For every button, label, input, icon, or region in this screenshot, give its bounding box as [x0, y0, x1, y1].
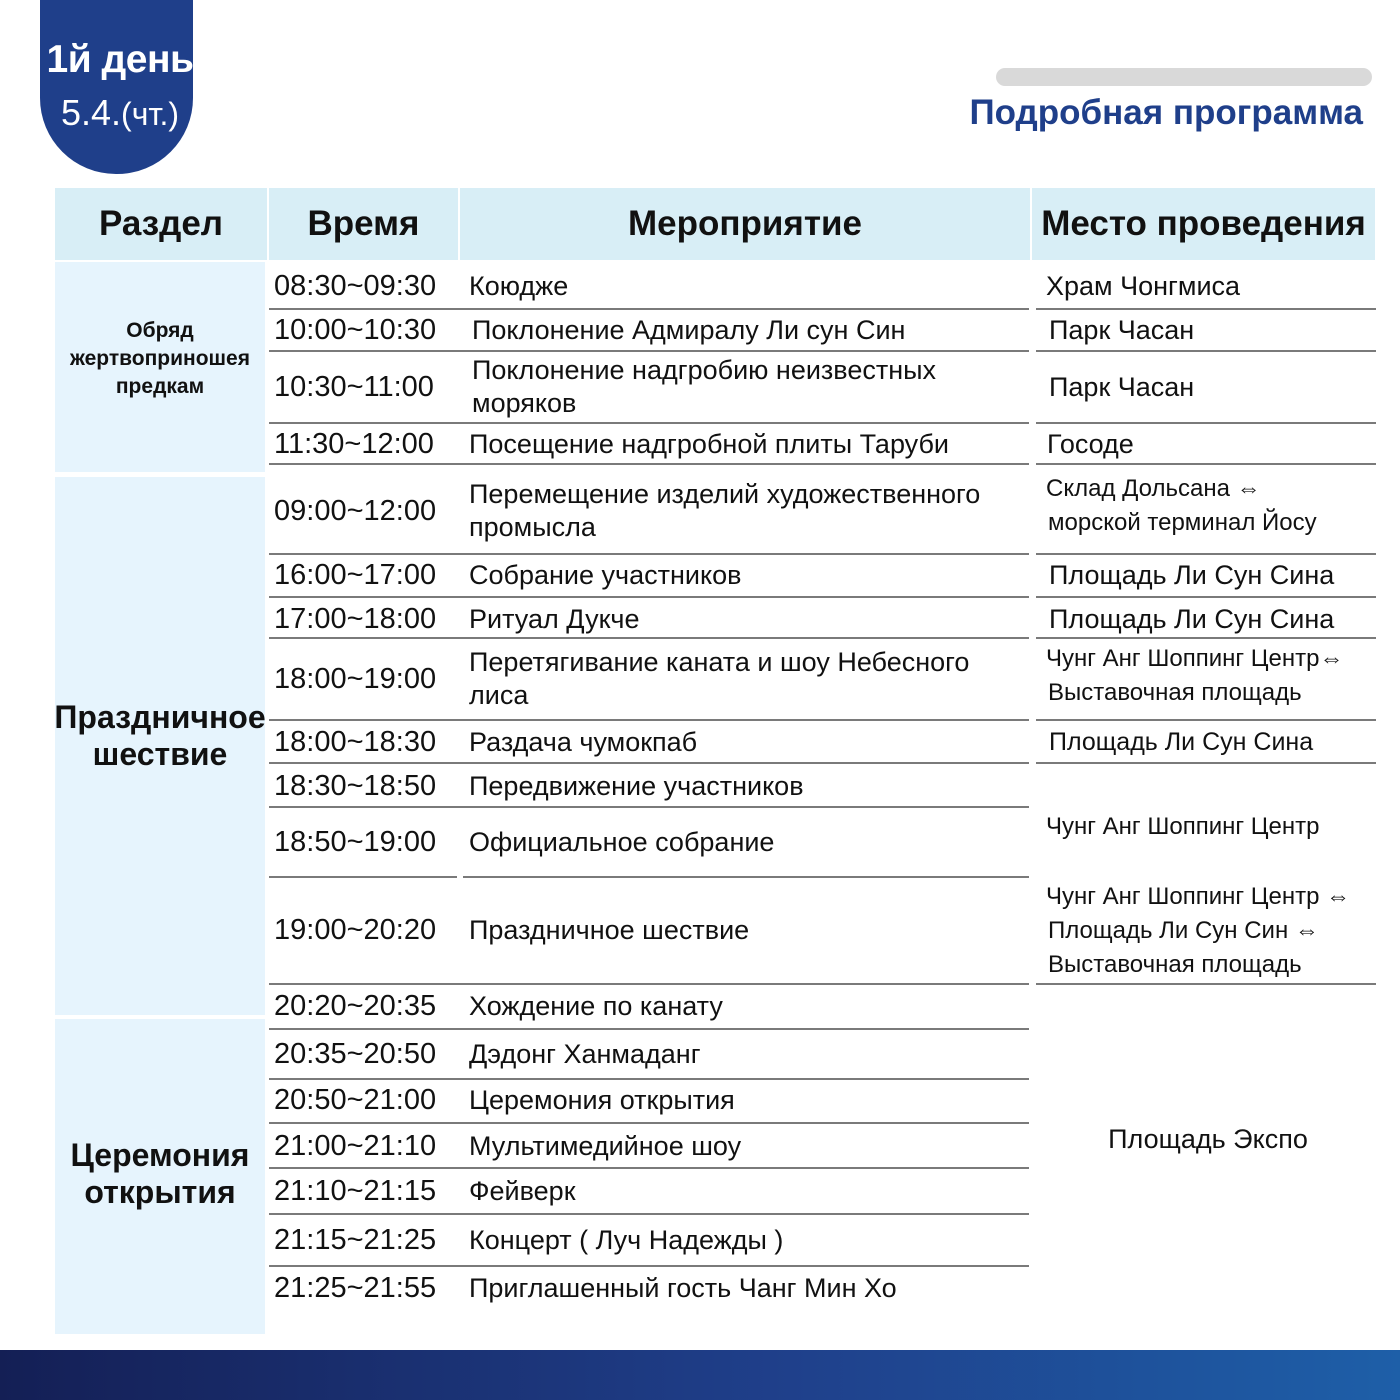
row-event: Передвижение участников — [469, 770, 804, 801]
table-row — [0, 1216, 1400, 1264]
section-opening-ceremony: Церемония открытия — [55, 1019, 265, 1334]
row-event: Перетягивание каната и шоу Небесного лиса — [469, 647, 970, 710]
row-time: 19:00~20:20 — [274, 913, 437, 946]
table-row — [0, 424, 1400, 464]
table-row — [0, 721, 1400, 763]
row-event: Фейверк — [469, 1176, 576, 1206]
row-event: Хождение по канату — [469, 990, 723, 1021]
row-event: Праздничное шествие — [469, 914, 750, 945]
table-row — [0, 555, 1400, 595]
table-row — [0, 765, 1400, 807]
table-row — [0, 985, 1400, 1027]
header-event: Мероприятие — [460, 188, 1030, 260]
divider — [269, 1167, 1029, 1169]
row-time: 21:00~21:10 — [274, 1129, 437, 1162]
row-place: Площадь Ли Сун Сина — [1049, 559, 1335, 590]
header-section: Раздел — [55, 188, 267, 260]
row-place: Чунг Анг Шоппинг Центр — [1046, 813, 1320, 840]
divider — [269, 1028, 1029, 1030]
section-ancestral-rite: Обряд жертвоприношея предкам — [55, 262, 265, 472]
table-row — [0, 1170, 1400, 1213]
row-place: Площадь Ли Сун Сина — [1049, 603, 1335, 634]
header-place: Место проведения — [1032, 188, 1375, 260]
row-time: 11:30~12:00 — [274, 427, 434, 460]
row-time: 18:00~19:00 — [274, 662, 437, 695]
row-place: Чунг Анг Шоппинг Центр ⇔ Площадь Ли Сун Син ⇔ Выставочная площадь — [1046, 883, 1351, 978]
merged-place-expo: Площадь Экспо — [1108, 1124, 1308, 1154]
divider — [1036, 762, 1376, 764]
row-place: Госоде — [1047, 428, 1134, 459]
row-event: Приглашенный гость Чанг Мин Хо — [469, 1272, 897, 1303]
row-place: Парк Часан — [1049, 314, 1195, 345]
row-event: Ритуал Дукче — [469, 603, 640, 634]
row-place: Площадь Ли Сун Сина — [1049, 728, 1314, 756]
row-time: 18:50~19:00 — [274, 825, 437, 858]
row-event: Перемещение изделий художественного промысла — [469, 479, 981, 542]
divider — [269, 463, 1029, 465]
divider — [1036, 637, 1376, 639]
row-place: Склад Дольсана ⇔ морской терминал Йосу — [1046, 475, 1317, 536]
table-row — [0, 310, 1400, 350]
divider — [269, 1122, 1029, 1124]
table-row — [0, 352, 1400, 422]
row-event: Поклонение Адмиралу Ли сун Син — [472, 314, 906, 345]
row-time: 20:35~20:50 — [274, 1037, 437, 1070]
row-event: Мультимедийное шоу — [469, 1130, 742, 1161]
divider — [269, 1213, 1029, 1215]
row-time: 10:00~10:30 — [274, 313, 437, 346]
table-row — [0, 470, 1400, 552]
table-row — [0, 1267, 1400, 1309]
row-time: 21:25~21:55 — [274, 1271, 437, 1304]
header-time: Время — [269, 188, 458, 260]
divider — [1036, 463, 1376, 465]
row-event: Поклонение надгробию неизвестных моряков — [472, 355, 937, 418]
row-time: 09:00~12:00 — [274, 494, 437, 527]
table-row — [0, 265, 1400, 308]
decorative-bar — [996, 68, 1372, 86]
table-row — [0, 1031, 1400, 1077]
table-row — [0, 878, 1400, 982]
row-event: Раздача чумокпаб — [469, 726, 698, 757]
day-label: 1й день — [46, 38, 194, 81]
table-row — [0, 1080, 1400, 1121]
row-event: Официальное собрание — [469, 826, 775, 857]
row-event: Собрание участников — [469, 559, 742, 590]
row-time: 17:00~18:00 — [274, 602, 437, 635]
row-time: 21:10~21:15 — [274, 1175, 437, 1207]
row-time: 18:30~18:50 — [274, 769, 437, 802]
table-row — [0, 598, 1400, 640]
row-event: Посещение надгробной плиты Таруби — [469, 428, 950, 459]
row-time: 20:20~20:35 — [274, 989, 437, 1022]
section-parade: Праздничное шествие — [55, 477, 265, 1015]
bottom-band — [0, 1350, 1400, 1400]
page-title: Подробная программа — [969, 93, 1363, 132]
row-event: Церемония открытия — [469, 1085, 735, 1115]
table-row — [0, 640, 1400, 718]
table-row — [0, 808, 1400, 876]
divider — [269, 762, 1029, 764]
divider — [269, 637, 1029, 639]
row-place: Чунг Анг Шоппинг Центр⇔ Выставочная площадь — [1046, 645, 1344, 706]
row-event: Концерт ( Луч Надежды ) — [469, 1224, 784, 1255]
row-time: 08:30~09:30 — [274, 270, 437, 302]
row-time: 10:30~11:00 — [274, 370, 434, 403]
row-place: Храм Чонгмиса — [1046, 271, 1241, 301]
row-event: Коюдже — [469, 271, 569, 301]
row-time: 16:00~17:00 — [274, 558, 437, 591]
row-place: Парк Часан — [1049, 371, 1195, 402]
date-label: 5.4.(чт.) — [60, 92, 180, 133]
row-time: 18:00~18:30 — [274, 725, 437, 758]
row-time: 20:50~21:00 — [274, 1084, 437, 1116]
row-event: Дэдонг Ханмаданг — [469, 1038, 701, 1069]
day-badge — [40, 0, 193, 174]
row-time: 21:15~21:25 — [274, 1223, 437, 1256]
